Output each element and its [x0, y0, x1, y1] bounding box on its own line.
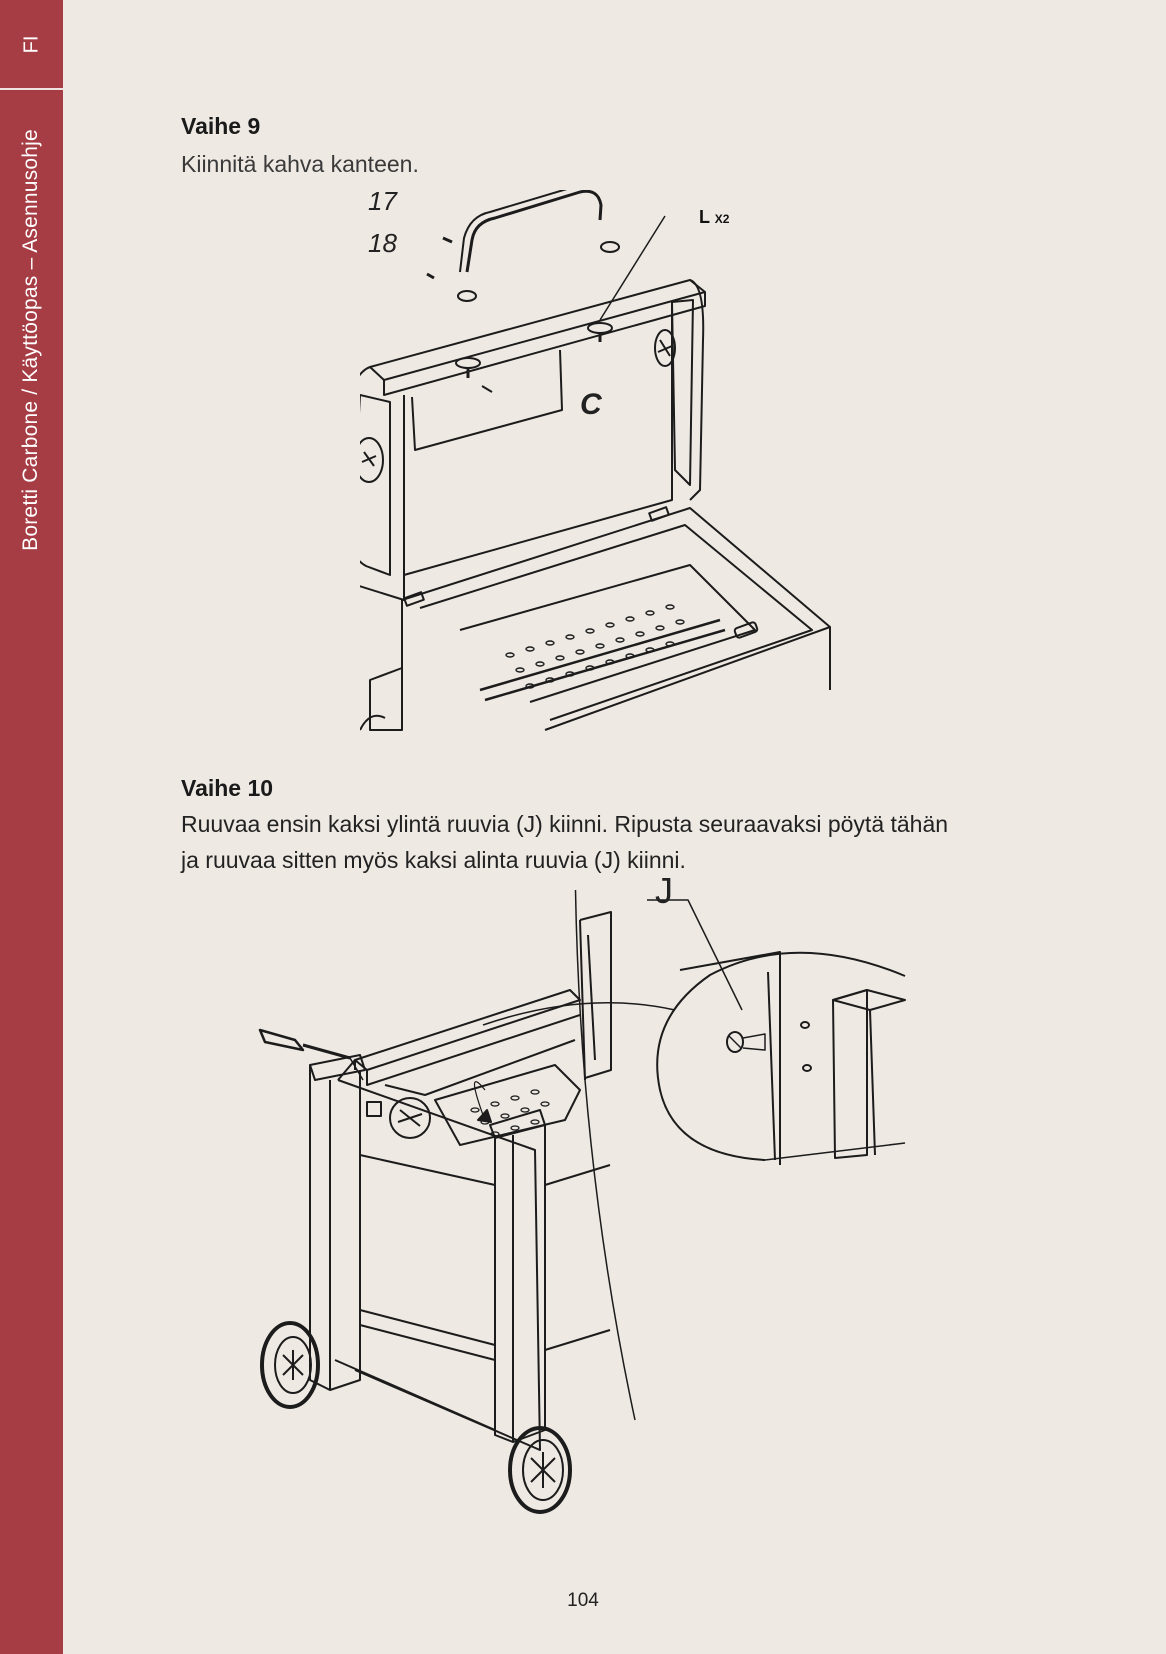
step-9-title: Vaihe 9: [181, 113, 261, 139]
part-l-letter: L: [699, 207, 710, 227]
language-tab: [0, 0, 63, 88]
part-l-label: [699, 207, 729, 228]
step-9-text: Kiinnitä kahva kanteen.: [181, 151, 419, 177]
step-10-text: Ruuvaa ensin kaksi ylintä ruuvia (J) kiinni. Ripusta seuraavaksi pöytä tähän ja ruuvaa sitten myös kaksi alinta ruuvia (J) kiinni.: [181, 811, 949, 873]
sidebar-divider: [0, 88, 63, 90]
part-j-label: J: [655, 870, 673, 911]
step-9-illustration: [360, 186, 880, 735]
part-17-label: 17: [368, 186, 397, 216]
part-18-label: 18: [368, 228, 397, 258]
step-10-title: Vaihe 10: [181, 775, 274, 801]
language-label: FI: [20, 35, 42, 53]
step-10-illustration: [255, 870, 965, 1570]
lid-c-label: C: [580, 388, 602, 421]
sidebar: [0, 0, 63, 1654]
document-title: Boretti Carbone / Käyttöopas – Asennusohje: [19, 129, 42, 551]
part-l-quantity: X2: [714, 212, 730, 226]
page-number: 104: [567, 1590, 599, 1611]
